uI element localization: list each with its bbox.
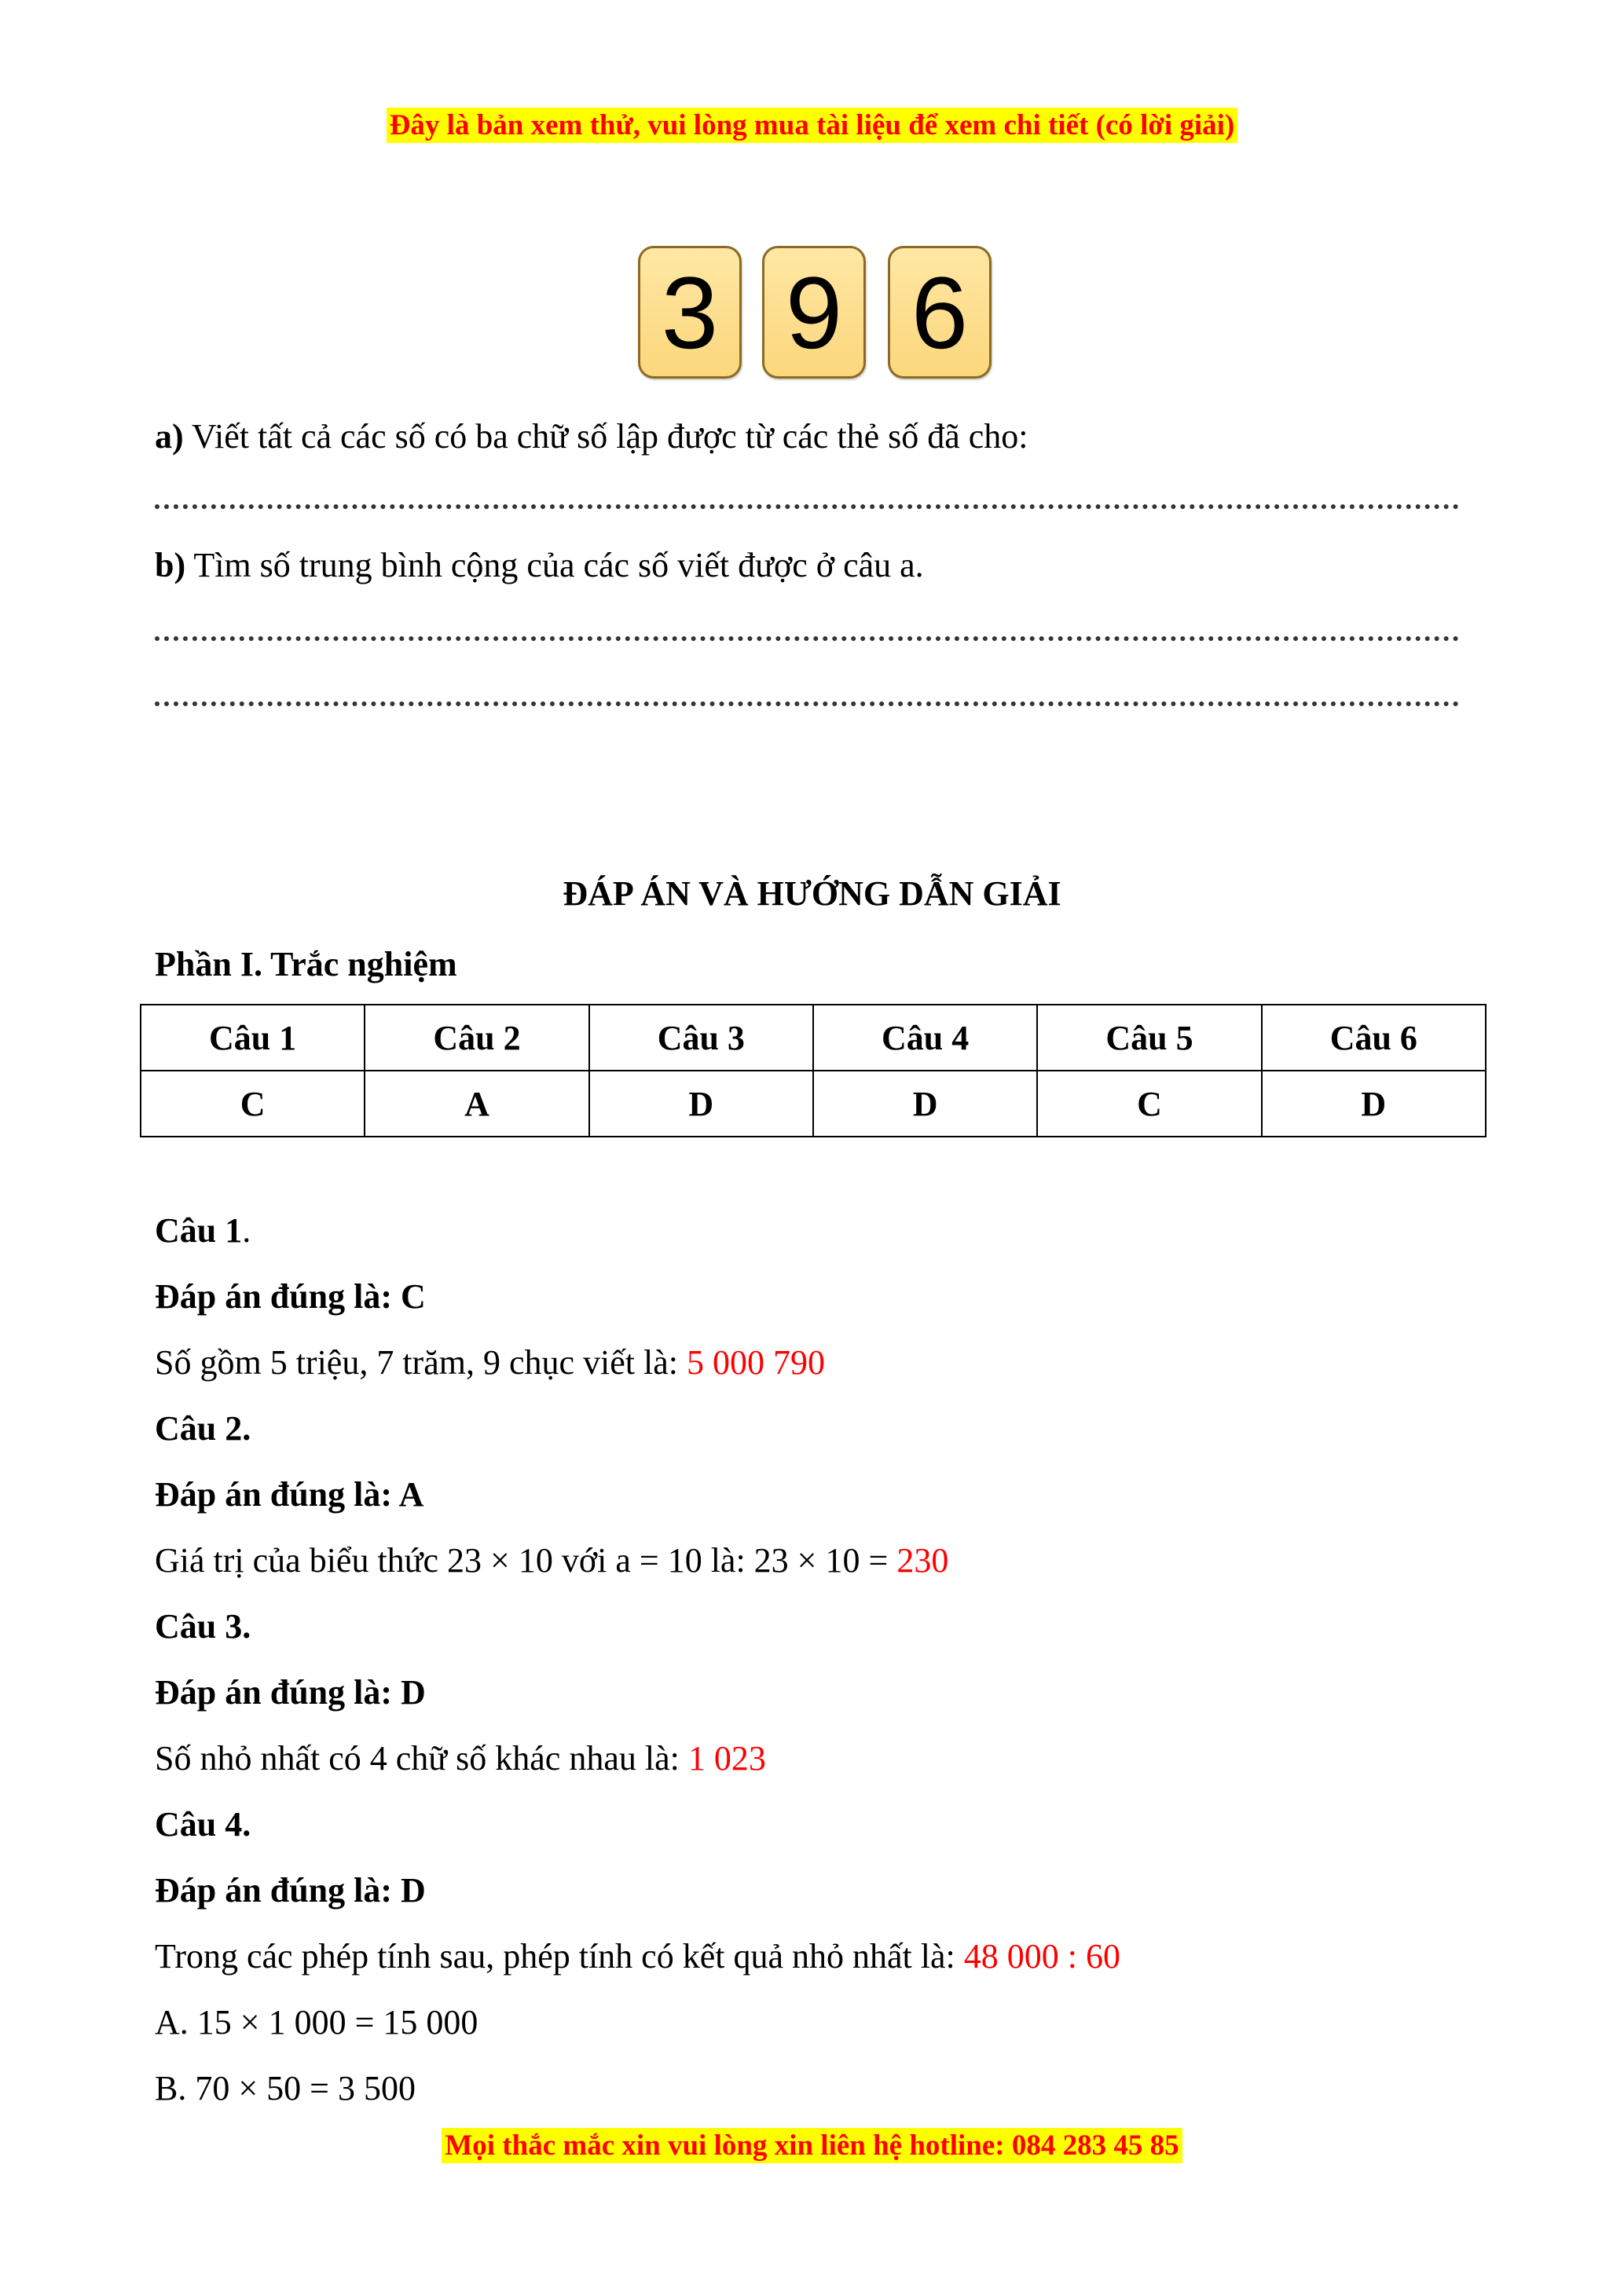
solution-result: 5 000 790 (686, 1343, 825, 1382)
solution-answer: Đáp án đúng là: C (155, 1277, 426, 1316)
table-header-cell: Câu 3 (589, 1005, 813, 1071)
answer-table (140, 1004, 1487, 1137)
number-card: 9 (762, 246, 866, 379)
solution-result: 230 (896, 1541, 949, 1580)
number-card: 3 (638, 246, 742, 379)
solution-title: Câu 2. (155, 1409, 251, 1448)
preview-notice-banner (0, 108, 1624, 142)
question-b (155, 544, 924, 588)
solution-title: Câu 1. (155, 1211, 251, 1250)
table-answer-cell: A (365, 1071, 588, 1137)
table-header-row (141, 1005, 1486, 1071)
table-answer-cell: C (141, 1071, 365, 1137)
table-header-cell: Câu 4 (813, 1005, 1037, 1071)
answer-line (155, 496, 1459, 509)
answer-line (155, 694, 1459, 706)
solution-option: B. 70 × 50 = 3 500 (155, 2069, 416, 2107)
solution-result: 48 000 : 60 (963, 1937, 1120, 1976)
solution-text: Số nhỏ nhất có 4 chữ số khác nhau là: 1 023 (155, 1739, 766, 1778)
number-card: 6 (888, 246, 992, 379)
table-header-cell: Câu 1 (141, 1005, 365, 1071)
question-b-text: Tìm số trung bình cộng của các số viết được ở câu a. (185, 546, 924, 584)
question-a-label: a) (155, 417, 184, 456)
answers-title: ĐÁP ÁN VÀ HƯỚNG DẪN GIẢI (563, 874, 1061, 913)
table-answer-row (141, 1071, 1486, 1137)
solution-text: Trong các phép tính sau, phép tính có kết quả nhỏ nhất là: 48 000 : 60 (155, 1937, 1120, 1976)
solution-option: A. 15 × 1 000 = 15 000 (155, 2003, 478, 2041)
solution-title: Câu 3. (155, 1607, 251, 1646)
solution-title: Câu 4. (155, 1805, 251, 1844)
table-answer-cell: D (1262, 1071, 1486, 1137)
solution-answer: Đáp án đúng là: D (155, 1871, 426, 1910)
table-header-cell: Câu 6 (1262, 1005, 1486, 1071)
hotline-text: Mọi thắc mắc xin vui lòng xin liên hệ hotline: 084 283 45 85 (442, 2128, 1182, 2163)
solution-answer: Đáp án đúng là: D (155, 1673, 426, 1712)
preview-notice-text: Đây là bản xem thử, vui lòng mua tài liệu để xem chi tiết (có lời giải) (387, 108, 1238, 143)
question-a (155, 415, 1028, 459)
solution-text: Giá trị của biểu thức 23 × 10 với a = 10 là: 23 × 10 = 230 (155, 1541, 949, 1580)
answer-line (155, 628, 1459, 641)
table-answer-cell: C (1037, 1071, 1261, 1137)
table-header-cell: Câu 5 (1037, 1005, 1261, 1071)
part1-title: Phần I. Trắc nghiệm (155, 945, 457, 983)
solution-text: Số gồm 5 triệu, 7 trăm, 9 chục viết là: 5 000 790 (155, 1343, 825, 1382)
question-b-label: b) (155, 546, 186, 584)
question-a-text: Viết tất cả các số có ba chữ số lập được từ các thẻ số đã cho: (183, 417, 1028, 456)
table-answer-cell: D (589, 1071, 813, 1137)
solution-result: 1 023 (687, 1739, 766, 1778)
solution-answer: Đáp án đúng là: A (155, 1475, 424, 1514)
table-answer-cell: D (813, 1071, 1037, 1137)
table-header-cell: Câu 2 (365, 1005, 588, 1071)
hotline-banner (0, 2129, 1624, 2162)
